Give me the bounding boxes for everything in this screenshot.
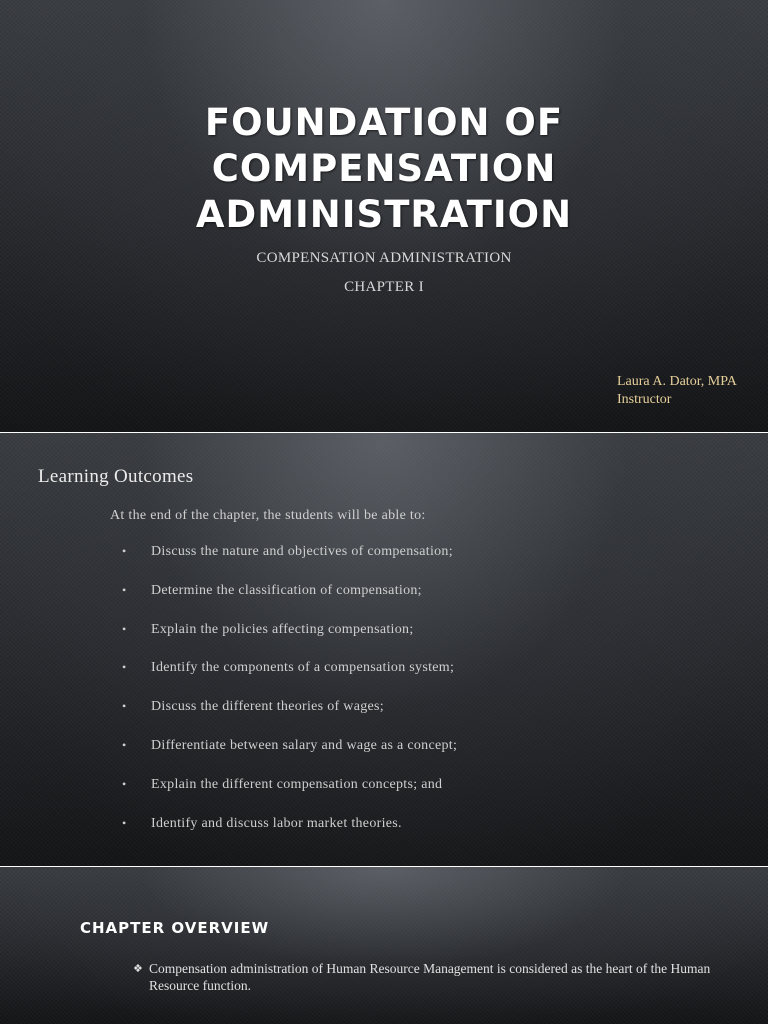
outcome-text: Determine the classification of compensation; [151, 582, 422, 598]
outcome-text: Discuss the nature and objectives of compensation; [151, 544, 453, 559]
author-name: Laura A. Dator, MPA [617, 374, 737, 389]
list-item [122, 699, 457, 738]
list-item [122, 777, 457, 816]
title-slide [0, 0, 768, 432]
outcome-text: Explain the different compensation concepts; and [151, 776, 443, 792]
bullet-icon: • [122, 544, 127, 558]
title-line: FOUNDATION OF [204, 101, 564, 144]
bullet-icon: • [122, 582, 127, 597]
author-block [617, 373, 737, 409]
chapter-label: CHAPTER I [344, 279, 424, 295]
list-item [122, 622, 457, 661]
title-line: COMPENSATION [211, 147, 557, 190]
bullet-icon: • [122, 621, 127, 636]
outcome-text: Discuss the different theories of wages; [151, 699, 384, 715]
bullet-icon: • [122, 699, 127, 714]
outcome-text: Differentiate between salary and wage as a concept; [151, 737, 458, 753]
outcome-text: Identify and discuss labor market theories. [151, 815, 402, 831]
overview-bullet [133, 960, 739, 994]
list-item [122, 583, 457, 622]
presentation-title [0, 100, 768, 238]
outcome-text: Explain the policies affecting compensation; [151, 621, 414, 637]
chapter-overview-slide [0, 867, 768, 1024]
subtitle: COMPENSATION ADMINISTRATION [256, 250, 512, 266]
list-item [122, 816, 457, 855]
bullet-icon: • [122, 737, 127, 752]
title-line: ADMINISTRATION [195, 193, 573, 236]
author-role: Instructor [617, 392, 672, 407]
slide-heading: CHAPTER OVERVIEW [80, 919, 270, 937]
intro-text: At the end of the chapter, the students will be able to: [110, 508, 426, 523]
bullet-icon: • [122, 776, 127, 791]
learning-outcomes-slide [0, 433, 768, 866]
list-item [122, 738, 457, 777]
outcome-text: Identify the components of a compensation system; [151, 660, 455, 676]
list-item [122, 660, 457, 699]
bullet-icon: • [122, 815, 127, 830]
slide-heading: Learning Outcomes [38, 466, 194, 487]
diamond-bullet-icon: ❖ [133, 962, 143, 975]
list-item [122, 544, 457, 583]
outcomes-list [122, 544, 457, 854]
bullet-icon: • [122, 660, 127, 675]
overview-text: Compensation administration of Human Resource Management is considered as the heart of the Human Resource function. [149, 961, 711, 993]
